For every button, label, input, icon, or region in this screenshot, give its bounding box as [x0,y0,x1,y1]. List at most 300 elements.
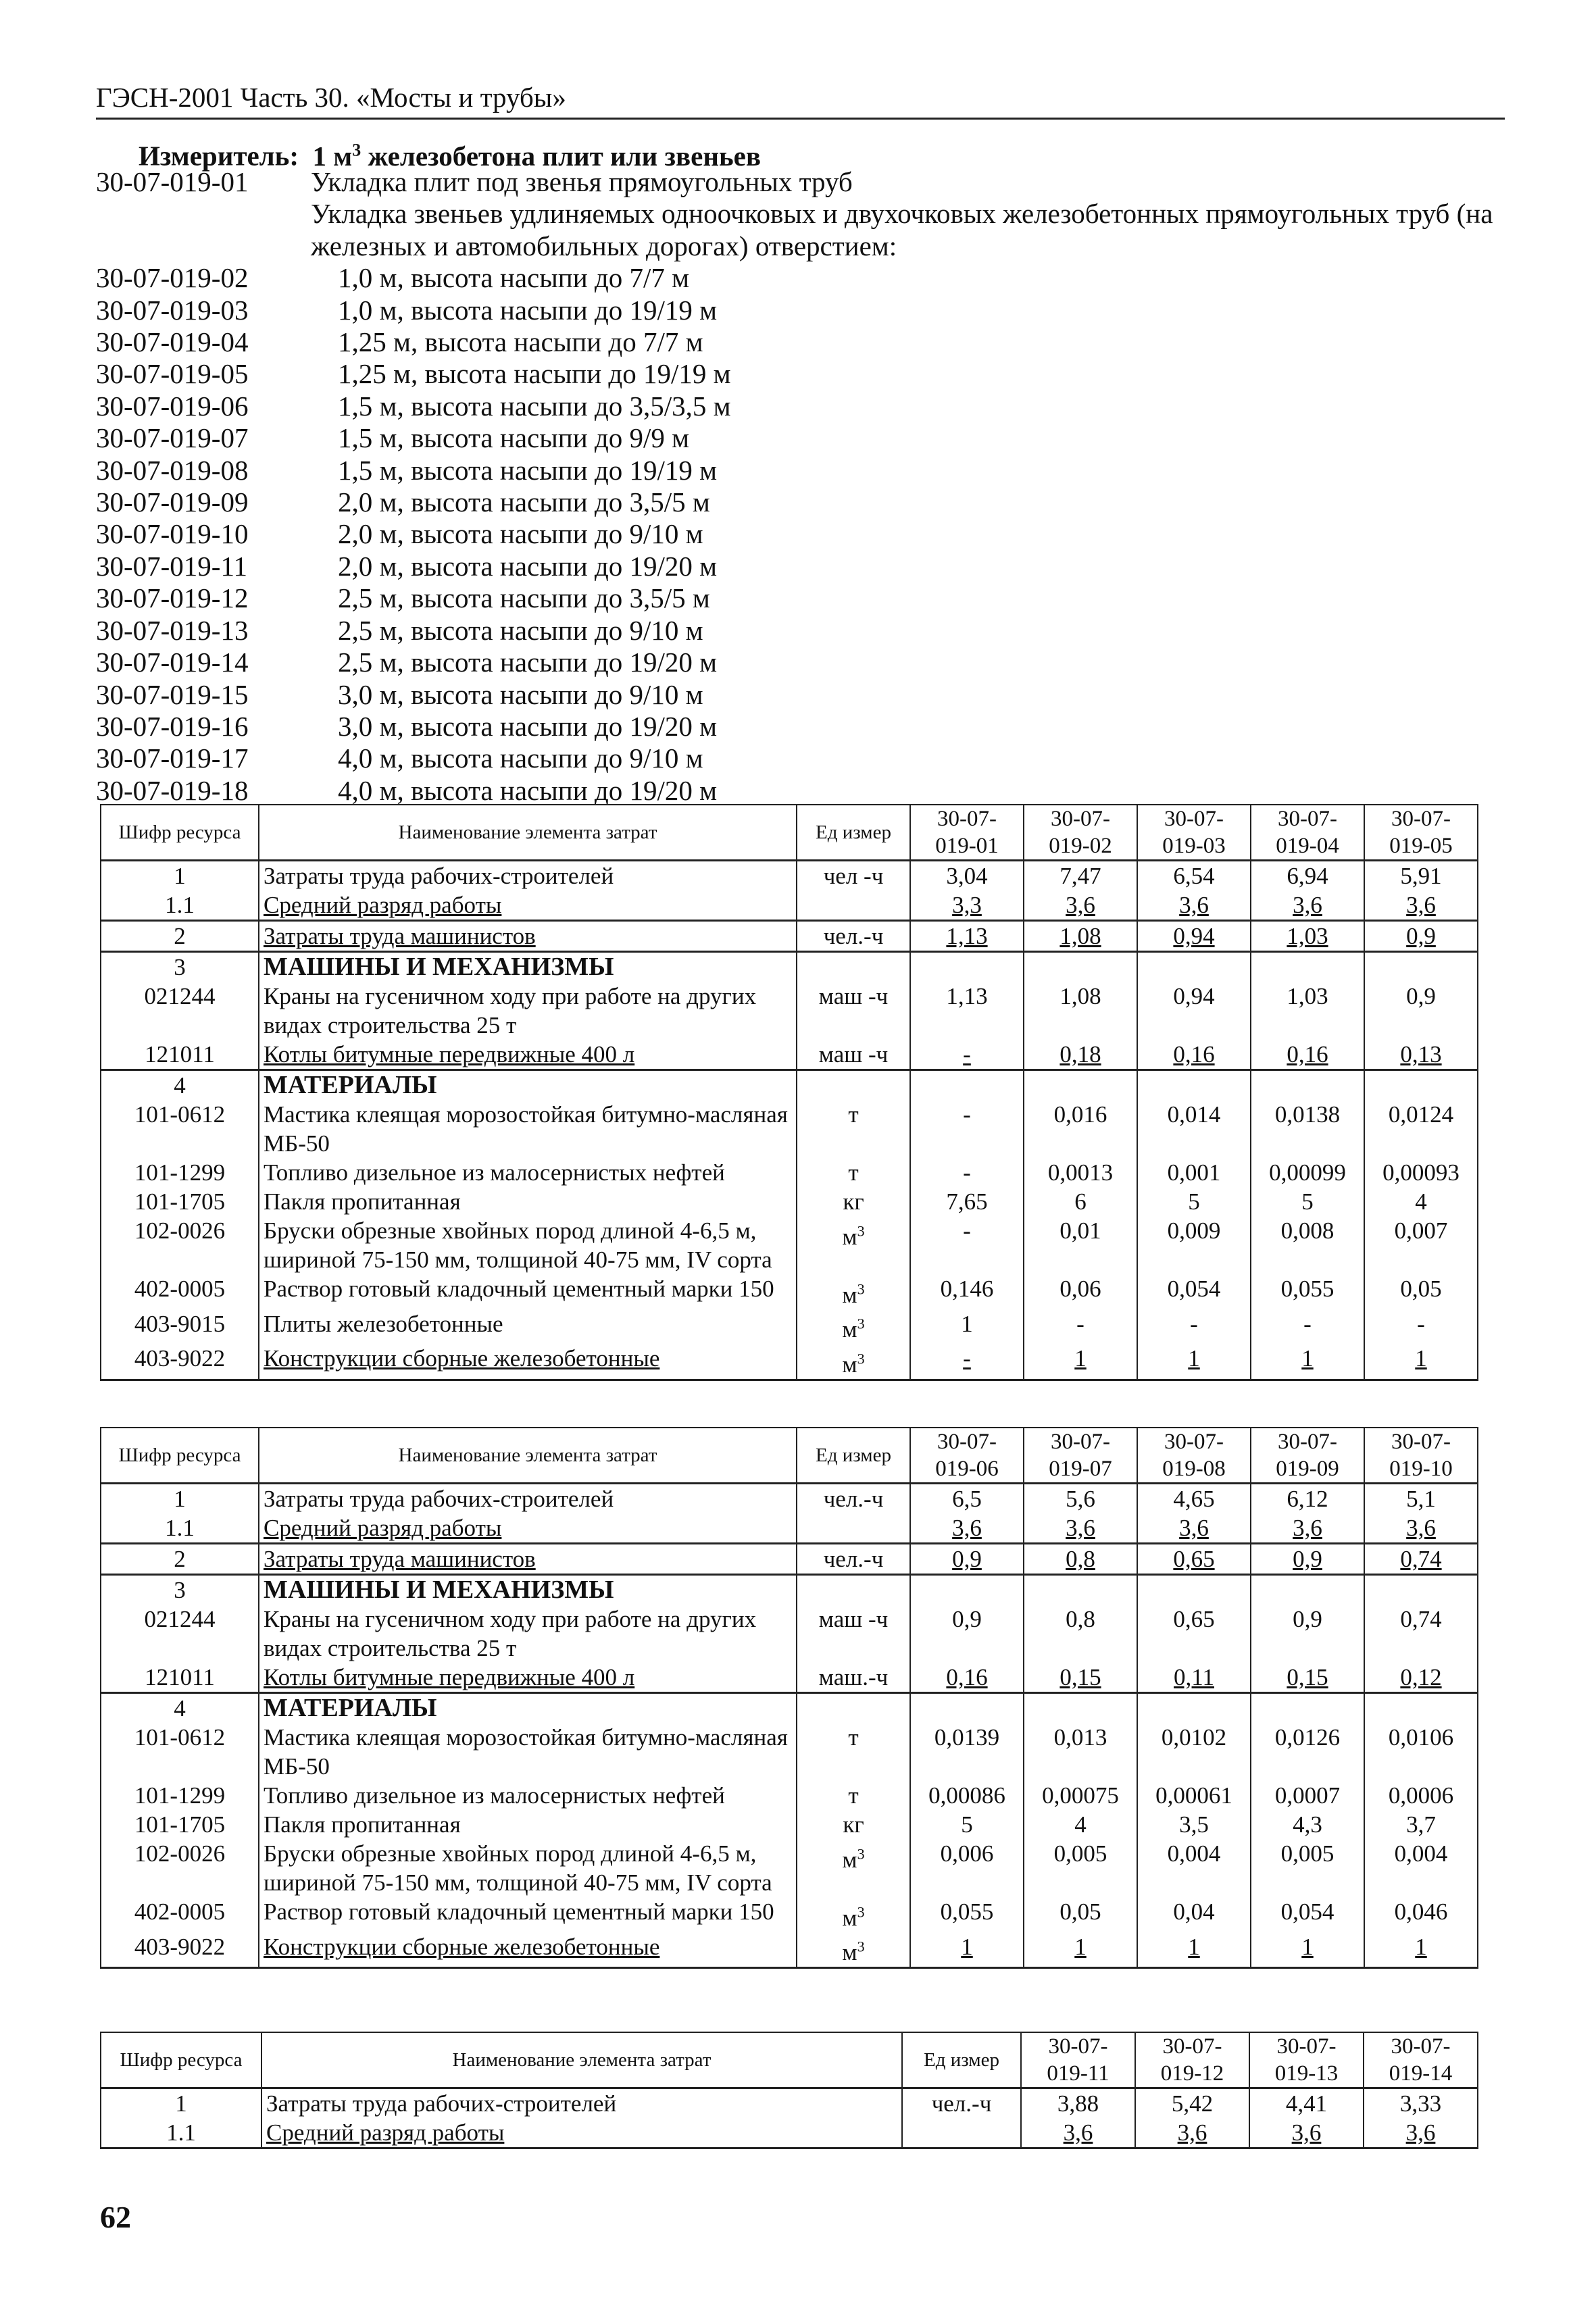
resource-value [1251,1693,1364,1724]
resource-value: 5,91 [1364,861,1478,891]
resource-value: 3,6 [1135,2118,1249,2148]
work-code-row [96,422,1515,454]
resource-name: Средний разряд работы [259,1513,797,1544]
resource-value: 3,7 [1364,1810,1478,1839]
resource-value: 0,0006 [1364,1781,1478,1810]
section-title: МАШИНЫ И МЕХАНИЗМЫ [259,952,797,982]
resource-value: 0,74 [1364,1605,1478,1663]
resource-code: 101-1299 [101,1781,259,1810]
resource-unit: $м^3$ [797,1309,910,1344]
resource-unit: чел.-ч [797,1484,910,1514]
resource-value: 0,94 [1137,921,1251,952]
work-code-row [96,582,1515,614]
work-description: 1,25 м, высота насыпи до 7/7 м [338,326,703,358]
resource-value: 0,15 [1024,1663,1137,1693]
header-work-code: 30-07- 019-13 [1249,2032,1364,2088]
resource-code: 121011 [101,1040,259,1070]
work-description: 1,0 м, высота насыпи до 19/19 м [338,294,718,326]
resource-code: 3 [101,952,259,982]
header-code: Шифр ресурса [101,805,259,861]
resource-value: 6 [1024,1187,1137,1216]
resource-value: 0,006 [910,1839,1024,1897]
resource-value: 0,007 [1364,1216,1478,1274]
work-description: 1,0 м, высота насыпи до 7/7 м [338,262,690,294]
resource-unit: чел.-ч [797,921,910,952]
table-row [101,1070,1478,1101]
work-code-row [96,743,1515,774]
resource-name: Топливо дизельное из малосернистых нефтей [259,1158,797,1187]
resource-value: 7,47 [1024,861,1137,891]
resource-value: - [1024,1309,1137,1344]
section-title: МАТЕРИАЛЫ [259,1070,797,1101]
resource-value: 3,3 [910,890,1024,921]
table-row [101,861,1478,891]
resource-value [1251,952,1364,982]
work-code-row [96,198,1515,262]
resource-value [1024,952,1137,982]
work-description: 2,0 м, высота насыпи до 3,5/5 м [338,486,710,518]
table-row [101,1309,1478,1344]
resource-unit: т [797,1100,910,1158]
resource-value [1137,952,1251,982]
work-description: Укладка звеньев удлиняемых одноочковых и двухочковых железобетонных прямоугольных труб (на железных и автомобильных дорогах) отверстием: [311,198,1493,261]
resource-value: 0,005 [1024,1839,1137,1897]
table-header-row [101,1428,1478,1484]
table-row [101,1513,1478,1544]
work-description: 2,0 м, высота насыпи до 9/10 м [338,518,703,550]
resource-value [1364,1070,1478,1101]
resource-value: 0,05 [1364,1274,1478,1309]
resource-code: 1 [101,1484,259,1514]
resource-value: 1 [1251,1344,1364,1380]
resource-unit: $м^3$ [797,1839,910,1897]
resource-value: 0,04 [1137,1897,1251,1932]
resource-unit: чел.-ч [797,1544,910,1575]
resource-value: 1,13 [910,982,1024,1040]
resource-value: 0,0007 [1251,1781,1364,1810]
resource-name: Краны на гусеничном ходу при работе на других видах строительства 25 т [259,1605,797,1663]
resource-value: 4,3 [1251,1810,1364,1839]
resource-value: 0,00061 [1137,1781,1251,1810]
table-row [101,1839,1478,1897]
work-code: 30-07-019-12 [96,582,249,614]
resource-value: - [910,1344,1024,1380]
resource-value: 3,6 [1021,2118,1135,2148]
resource-value: 0,0013 [1024,1158,1137,1187]
resource-value: 0,9 [910,1544,1024,1575]
resource-value [910,1575,1024,1605]
work-code-row [96,295,1515,326]
resource-value: 1 [1137,1932,1251,1968]
resource-value: 0,16 [1251,1040,1364,1070]
work-code: 30-07-019-04 [96,326,249,358]
resource-name: Затраты труда рабочих-строителей [259,1484,797,1514]
resource-value: - [910,1216,1024,1274]
resource-value: - [910,1158,1024,1187]
resource-unit: чел -ч [797,861,910,891]
resource-value [1024,1070,1137,1101]
resource-unit: маш -ч [797,1605,910,1663]
resource-code: 2 [101,1544,259,1575]
work-code-row [96,486,1515,518]
table-row [101,1781,1478,1810]
section-title: МАШИНЫ И МЕХАНИЗМЫ [259,1575,797,1605]
page-header: ГЭСН-2001 Часть 30. «Мосты и трубы» [96,80,1505,120]
resource-value: 1,13 [910,921,1024,952]
table-row [101,1216,1478,1274]
work-description: 2,5 м, высота насыпи до 9/10 м [338,614,703,646]
header-work-code: 30-07- 019-08 [1137,1428,1251,1484]
resource-value: 3,6 [1251,890,1364,921]
resource-value: 0,9 [1364,921,1478,952]
resource-value: 0,11 [1137,1663,1251,1693]
resource-name: Средний разряд работы [259,890,797,921]
table-row [101,1575,1478,1605]
resource-value: 0,001 [1137,1158,1251,1187]
work-code: 30-07-019-06 [96,390,249,422]
resource-value: 0,046 [1364,1897,1478,1932]
header-name: Наименование элемента затрат [259,805,797,861]
resource-value: 0,9 [910,1605,1024,1663]
resource-name: Затраты труда машинистов [259,921,797,952]
resource-value: 0,01 [1024,1216,1137,1274]
resource-value: 0,00093 [1364,1158,1478,1187]
resource-value: 0,74 [1364,1544,1478,1575]
resource-value: 0,005 [1251,1839,1364,1897]
resource-unit: маш -ч [797,982,910,1040]
resource-value: 3,6 [1024,1513,1137,1544]
resource-value: 1,08 [1024,982,1137,1040]
resource-value: 1 [1137,1344,1251,1380]
work-description: 1,25 м, высота насыпи до 19/19 м [338,358,731,390]
resource-code: 102-0026 [101,1216,259,1274]
resource-value: 6,54 [1137,861,1251,891]
resource-value: 0,004 [1364,1839,1478,1897]
table-row [101,1187,1478,1216]
resource-value: 1 [1364,1932,1478,1968]
work-codes-list [96,166,1515,807]
table-row [101,1723,1478,1781]
resource-value: 5 [1251,1187,1364,1216]
resource-value [910,1070,1024,1101]
table-row [101,1484,1478,1514]
resource-table-2 [100,1427,1478,1969]
work-code-row [96,326,1515,358]
resource-value: 0,013 [1024,1723,1137,1781]
resource-value: 3,5 [1137,1810,1251,1839]
table-row [101,1100,1478,1158]
header-name: Наименование элемента затрат [259,1428,797,1484]
resource-unit: $м^3$ [797,1274,910,1309]
work-code: 30-07-019-01 [96,166,249,197]
resource-table-1 [100,804,1478,1381]
resource-value [1364,952,1478,982]
header-unit: Ед измер [797,805,910,861]
resource-value [1024,1575,1137,1605]
section-title: МАТЕРИАЛЫ [259,1693,797,1724]
header-work-code: 30-07- 019-09 [1251,1428,1364,1484]
header-work-code: 30-07- 019-02 [1024,805,1137,861]
header-code: Шифр ресурса [101,2032,261,2088]
resource-value: 3,6 [1364,1513,1478,1544]
work-description: 2,5 м, высота насыпи до 3,5/5 м [338,582,710,614]
resource-code: 403-9022 [101,1932,259,1968]
resource-value: 1,03 [1251,921,1364,952]
resource-value: 0,8 [1024,1605,1137,1663]
resource-value: 0,9 [1251,1605,1364,1663]
resource-unit [797,1575,910,1605]
resource-unit: т [797,1781,910,1810]
work-description: 4,0 м, высота насыпи до 19/20 м [338,774,718,806]
resource-code: 101-1705 [101,1187,259,1216]
resource-value: 0,0102 [1137,1723,1251,1781]
table-row [101,2118,1478,2148]
resource-name: Раствор готовый кладочный цементный марки 150 [259,1897,797,1932]
work-description: 1,5 м, высота насыпи до 19/19 м [338,454,718,486]
work-code-row [96,615,1515,647]
table-row [101,890,1478,921]
work-code: 30-07-019-14 [96,647,249,678]
resource-value: 1 [910,1309,1024,1344]
resource-value: 6,12 [1251,1484,1364,1514]
resource-value: 0,054 [1137,1274,1251,1309]
resource-code: 102-0026 [101,1839,259,1897]
table-header-row [101,2032,1478,2088]
resource-value: 1 [1024,1932,1137,1968]
header-work-code: 30-07- 019-01 [910,805,1024,861]
resource-table-3 [100,2032,1478,2149]
measure-label: Измеритель: [139,140,299,172]
resource-value: 3,6 [1251,1513,1364,1544]
resource-value [910,1693,1024,1724]
resource-unit: $м^3$ [797,1932,910,1968]
header-work-code: 30-07- 019-11 [1021,2032,1135,2088]
table-row [101,1897,1478,1932]
resource-name: Раствор готовый кладочный цементный марки 150 [259,1274,797,1309]
resource-value [910,952,1024,982]
resource-value: 0,16 [1137,1040,1251,1070]
table-row [101,1344,1478,1380]
header-code: Шифр ресурса [101,1428,259,1484]
header-work-code: 30-07- 019-07 [1024,1428,1137,1484]
resource-value [1364,1575,1478,1605]
resource-name: Затраты труда рабочих-строителей [259,861,797,891]
header-work-code: 30-07- 019-05 [1364,805,1478,861]
table-row [101,1274,1478,1309]
table-row [101,1693,1478,1724]
resource-value: 7,65 [910,1187,1024,1216]
resource-value: 1,08 [1024,921,1137,952]
resource-code: 021244 [101,1605,259,1663]
resource-value: 0,00086 [910,1781,1024,1810]
work-description: 1,5 м, высота насыпи до 3,5/3,5 м [338,390,731,422]
resource-value: 5,1 [1364,1484,1478,1514]
resource-unit [797,890,910,921]
resource-value: - [1137,1309,1251,1344]
table-row [101,1605,1478,1663]
resource-code: 101-0612 [101,1723,259,1781]
work-code-row [96,518,1515,550]
work-code-row [96,262,1515,294]
resource-value: 0,8 [1024,1544,1137,1575]
resource-code: 3 [101,1575,259,1605]
resource-value: 4 [1024,1810,1137,1839]
table-row [101,2088,1478,2119]
measure-text: 1 $м^3$ железобетона плит или звеньев [312,140,762,172]
table-row [101,1040,1478,1070]
header-work-code: 30-07- 019-12 [1135,2032,1249,2088]
resource-value: 6,5 [910,1484,1024,1514]
table-row [101,921,1478,952]
header-work-code: 30-07- 019-04 [1251,805,1364,861]
header-work-code: 30-07- 019-03 [1137,805,1251,861]
resource-name: Затраты труда машинистов [259,1544,797,1575]
table-row [101,1158,1478,1187]
work-code-row [96,775,1515,807]
header-name: Наименование элемента затрат [261,2032,902,2088]
resource-code: 1.1 [101,890,259,921]
table-row [101,1663,1478,1693]
resource-value: 3,33 [1364,2088,1478,2119]
resource-value [1251,1070,1364,1101]
resource-code: 2 [101,921,259,952]
work-description: 1,5 м, высота насыпи до 9/9 м [338,422,690,454]
resource-value: 1 [1024,1344,1137,1380]
resource-name: Бруски обрезные хвойных пород длиной 4-6,5 м, шириной 75-150 мм, толщиной 40-75 мм, IV сорта [259,1216,797,1274]
resource-value: 4,65 [1137,1484,1251,1514]
work-code: 30-07-019-09 [96,486,249,518]
resource-name: Котлы битумные передвижные 400 л [259,1663,797,1693]
resource-code: 402-0005 [101,1897,259,1932]
resource-unit: чел.-ч [902,2088,1021,2119]
resource-unit: $м^3$ [797,1897,910,1932]
work-code: 30-07-019-15 [96,678,249,710]
resource-unit [797,1693,910,1724]
resource-value: 0,004 [1137,1839,1251,1897]
resource-value: 5,6 [1024,1484,1137,1514]
resource-code: 1.1 [101,1513,259,1544]
resource-value [1137,1070,1251,1101]
resource-value: 0,65 [1137,1544,1251,1575]
resource-value: - [1251,1309,1364,1344]
resource-code: 1.1 [101,2118,261,2148]
resource-value: 0,00099 [1251,1158,1364,1187]
resource-name: Краны на гусеничном ходу при работе на других видах строительства 25 т [259,982,797,1040]
resource-value: 0,12 [1364,1663,1478,1693]
resource-value: 0,13 [1364,1040,1478,1070]
resource-code: 4 [101,1693,259,1724]
resource-code: 403-9015 [101,1309,259,1344]
resource-value: - [910,1040,1024,1070]
work-code-row [96,391,1515,422]
resource-unit: т [797,1158,910,1187]
resource-value: 0,05 [1024,1897,1137,1932]
work-code-row [96,551,1515,582]
work-code-row [96,711,1515,743]
resource-value [1251,1575,1364,1605]
resource-value: 0,9 [1364,982,1478,1040]
work-code: 30-07-019-16 [96,710,249,742]
work-description: 2,5 м, высота насыпи до 19/20 м [338,647,718,678]
resource-value: 0,054 [1251,1897,1364,1932]
resource-name: Котлы битумные передвижные 400 л [259,1040,797,1070]
work-description: 3,0 м, высота насыпи до 9/10 м [338,678,703,710]
work-code: 30-07-019-03 [96,294,249,326]
resource-value [1137,1693,1251,1724]
resource-value: 1 [910,1932,1024,1968]
resource-value: 4,41 [1249,2088,1364,2119]
resource-unit: маш.-ч [797,1663,910,1693]
resource-name: Мастика клеящая морозостойкая битумно-масляная МБ-50 [259,1723,797,1781]
work-code: 30-07-019-11 [96,550,247,582]
resource-value: 0,055 [910,1897,1024,1932]
table-row [101,982,1478,1040]
resource-value: 3,6 [1364,890,1478,921]
table-header-row [101,805,1478,861]
resource-value: 0,18 [1024,1040,1137,1070]
resource-value: 5 [1137,1187,1251,1216]
resource-value: 1,03 [1251,982,1364,1040]
resource-unit: маш -ч [797,1040,910,1070]
resource-value: 0,016 [1024,1100,1137,1158]
resource-unit [797,952,910,982]
resource-value: 0,009 [1137,1216,1251,1274]
resource-value: 3,04 [910,861,1024,891]
resource-code: 403-9022 [101,1344,259,1380]
header-unit: Ед измер [797,1428,910,1484]
resource-value: 0,65 [1137,1605,1251,1663]
work-code-row [96,455,1515,486]
resource-value: 3,6 [1024,890,1137,921]
work-code: 30-07-019-08 [96,454,249,486]
resource-value: 0,0138 [1251,1100,1364,1158]
work-code: 30-07-019-18 [96,774,249,806]
resource-code: 101-0612 [101,1100,259,1158]
work-code: 30-07-019-07 [96,422,249,454]
table-row [101,1544,1478,1575]
resource-value: 3,6 [1137,1513,1251,1544]
resource-name: Мастика клеящая морозостойкая битумно-масляная МБ-50 [259,1100,797,1158]
resource-code: 101-1299 [101,1158,259,1187]
resource-value: 0,9 [1251,1544,1364,1575]
resource-name: Бруски обрезные хвойных пород длиной 4-6,5 м, шириной 75-150 мм, толщиной 40-75 мм, IV сорта [259,1839,797,1897]
resource-name: Топливо дизельное из малосернистых нефтей [259,1781,797,1810]
resource-value: 0,94 [1137,982,1251,1040]
resource-value [1024,1693,1137,1724]
resource-name: Пакля пропитанная [259,1810,797,1839]
resource-unit: т [797,1723,910,1781]
work-description: 2,0 м, высота насыпи до 19/20 м [338,550,718,582]
work-code: 30-07-019-17 [96,743,249,774]
resource-unit: кг [797,1187,910,1216]
resource-unit: $м^3$ [797,1344,910,1380]
table-row [101,952,1478,982]
resource-unit [797,1513,910,1544]
resource-unit [902,2118,1021,2148]
resource-name: Конструкции сборные железобетонные [259,1344,797,1380]
resource-unit: $м^3$ [797,1216,910,1274]
resource-value: 0,16 [910,1663,1024,1693]
resource-code: 121011 [101,1663,259,1693]
header-unit: Ед измер [902,2032,1021,2088]
resource-value: 0,15 [1251,1663,1364,1693]
header-work-code: 30-07- 019-14 [1364,2032,1478,2088]
resource-value: 4 [1364,1187,1478,1216]
resource-name: Средний разряд работы [261,2118,902,2148]
resource-name: Затраты труда рабочих-строителей [261,2088,902,2119]
resource-code: 101-1705 [101,1810,259,1839]
work-code: 30-07-019-10 [96,518,249,550]
